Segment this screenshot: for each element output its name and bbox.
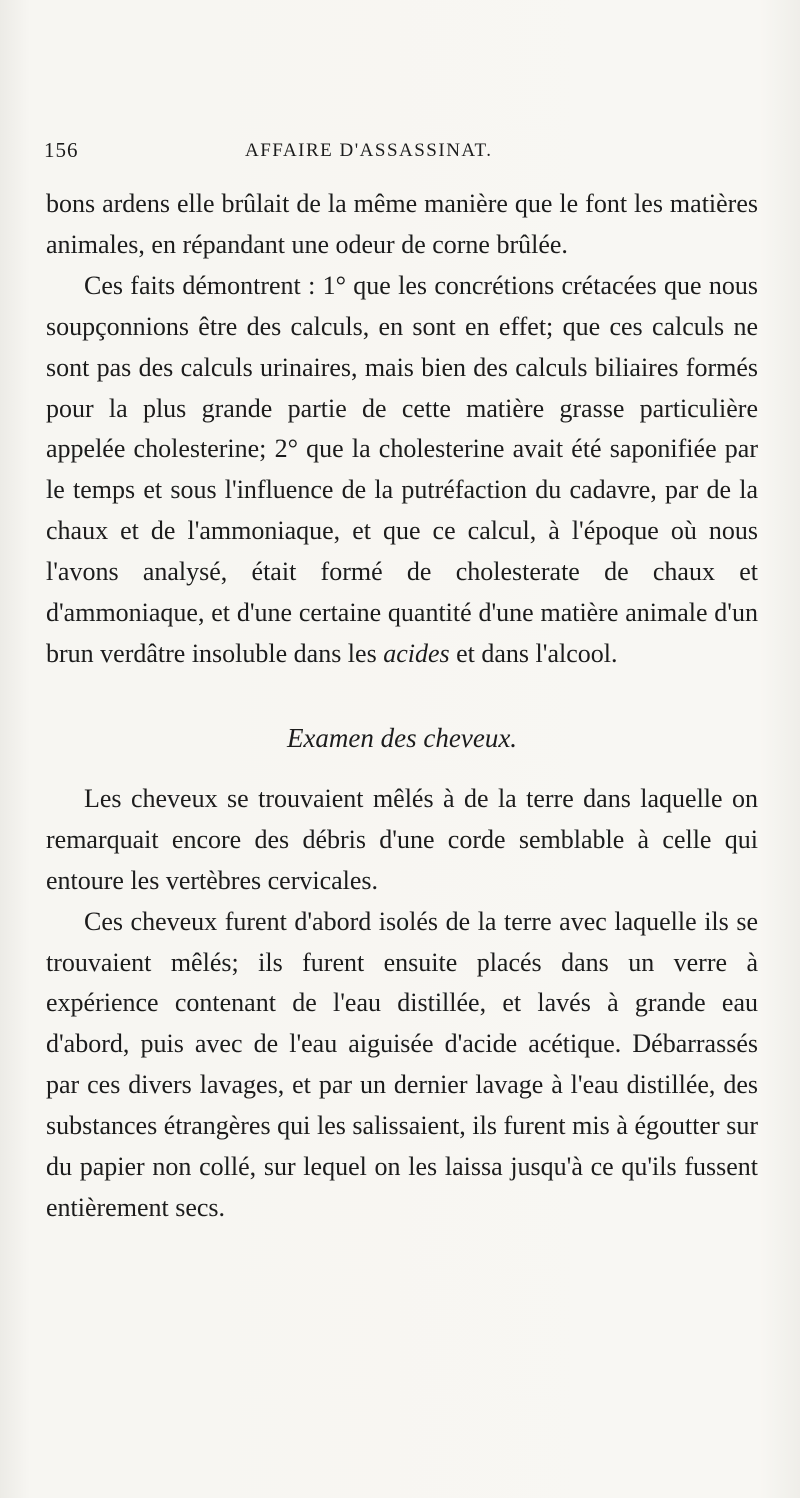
running-title: AFFAIRE D'ASSASSINAT. <box>245 140 493 161</box>
paragraph-conclusions <box>46 266 758 675</box>
italic-word-acides: acides <box>383 638 450 668</box>
page-body <box>46 184 758 1229</box>
paragraph-hair-washing: Ces cheveux furent d'abord isolés de la terre avec laquelle ils se trouvaient mêlés; ils furent ensuite placés dans un verre à expérience contenant de l'eau distillée, et lavés à grande eau d'abord, puis avec de l'eau aiguisée d'acide acétique. Débarrassés par ces divers lavages, et par un dernier lavage à l'eau distillée, des substances étrangères qui les salissaient, ils furent mis à égoutter sur du papier non collé, sur lequel on les laissa jusqu'à ce qu'ils fussent entièrement secs. <box>46 906 758 1222</box>
paragraph-conclusions-end: et dans l'alcool. <box>449 638 618 668</box>
paragraph-conclusions-text: Ces faits démontrent : 1° que les concrétions crétacées que nous soupçonnions être des calculs, en sont en effet; que ces calculs ne sont pas des calculs urinaires, mais bien des calculs biliaires formés pour la plus grande partie de cette matière grasse particulière appelée cholesterine; 2° que la cholesterine avait été saponifiée par le temps et sous l'influence de la putréfaction du cadavre, par de la chaux et de l'ammoniaque, et que ce calcul, à l'époque où nous l'avons analysé, était formé de cholesterate de chaux et d'ammoniaque, et d'une certaine quantité d'une matière animale d'un brun verdâtre insoluble dans les <box>46 270 758 668</box>
page-number: 156 <box>44 138 79 162</box>
section-title: Examen des cheveux. <box>286 722 518 753</box>
paragraph-hair-found: Les cheveux se trouvaient mêlés à de la terre dans laquelle on remarquait encore des débris d'une corde semblable à celle qui entoure les vertèbres cervicales. <box>46 783 758 895</box>
paragraph-continuation: bons ardens elle brûlait de la même manière que le font les matières animales, en répandant une odeur de corne brûlée. <box>46 189 758 259</box>
page-header <box>44 138 756 168</box>
